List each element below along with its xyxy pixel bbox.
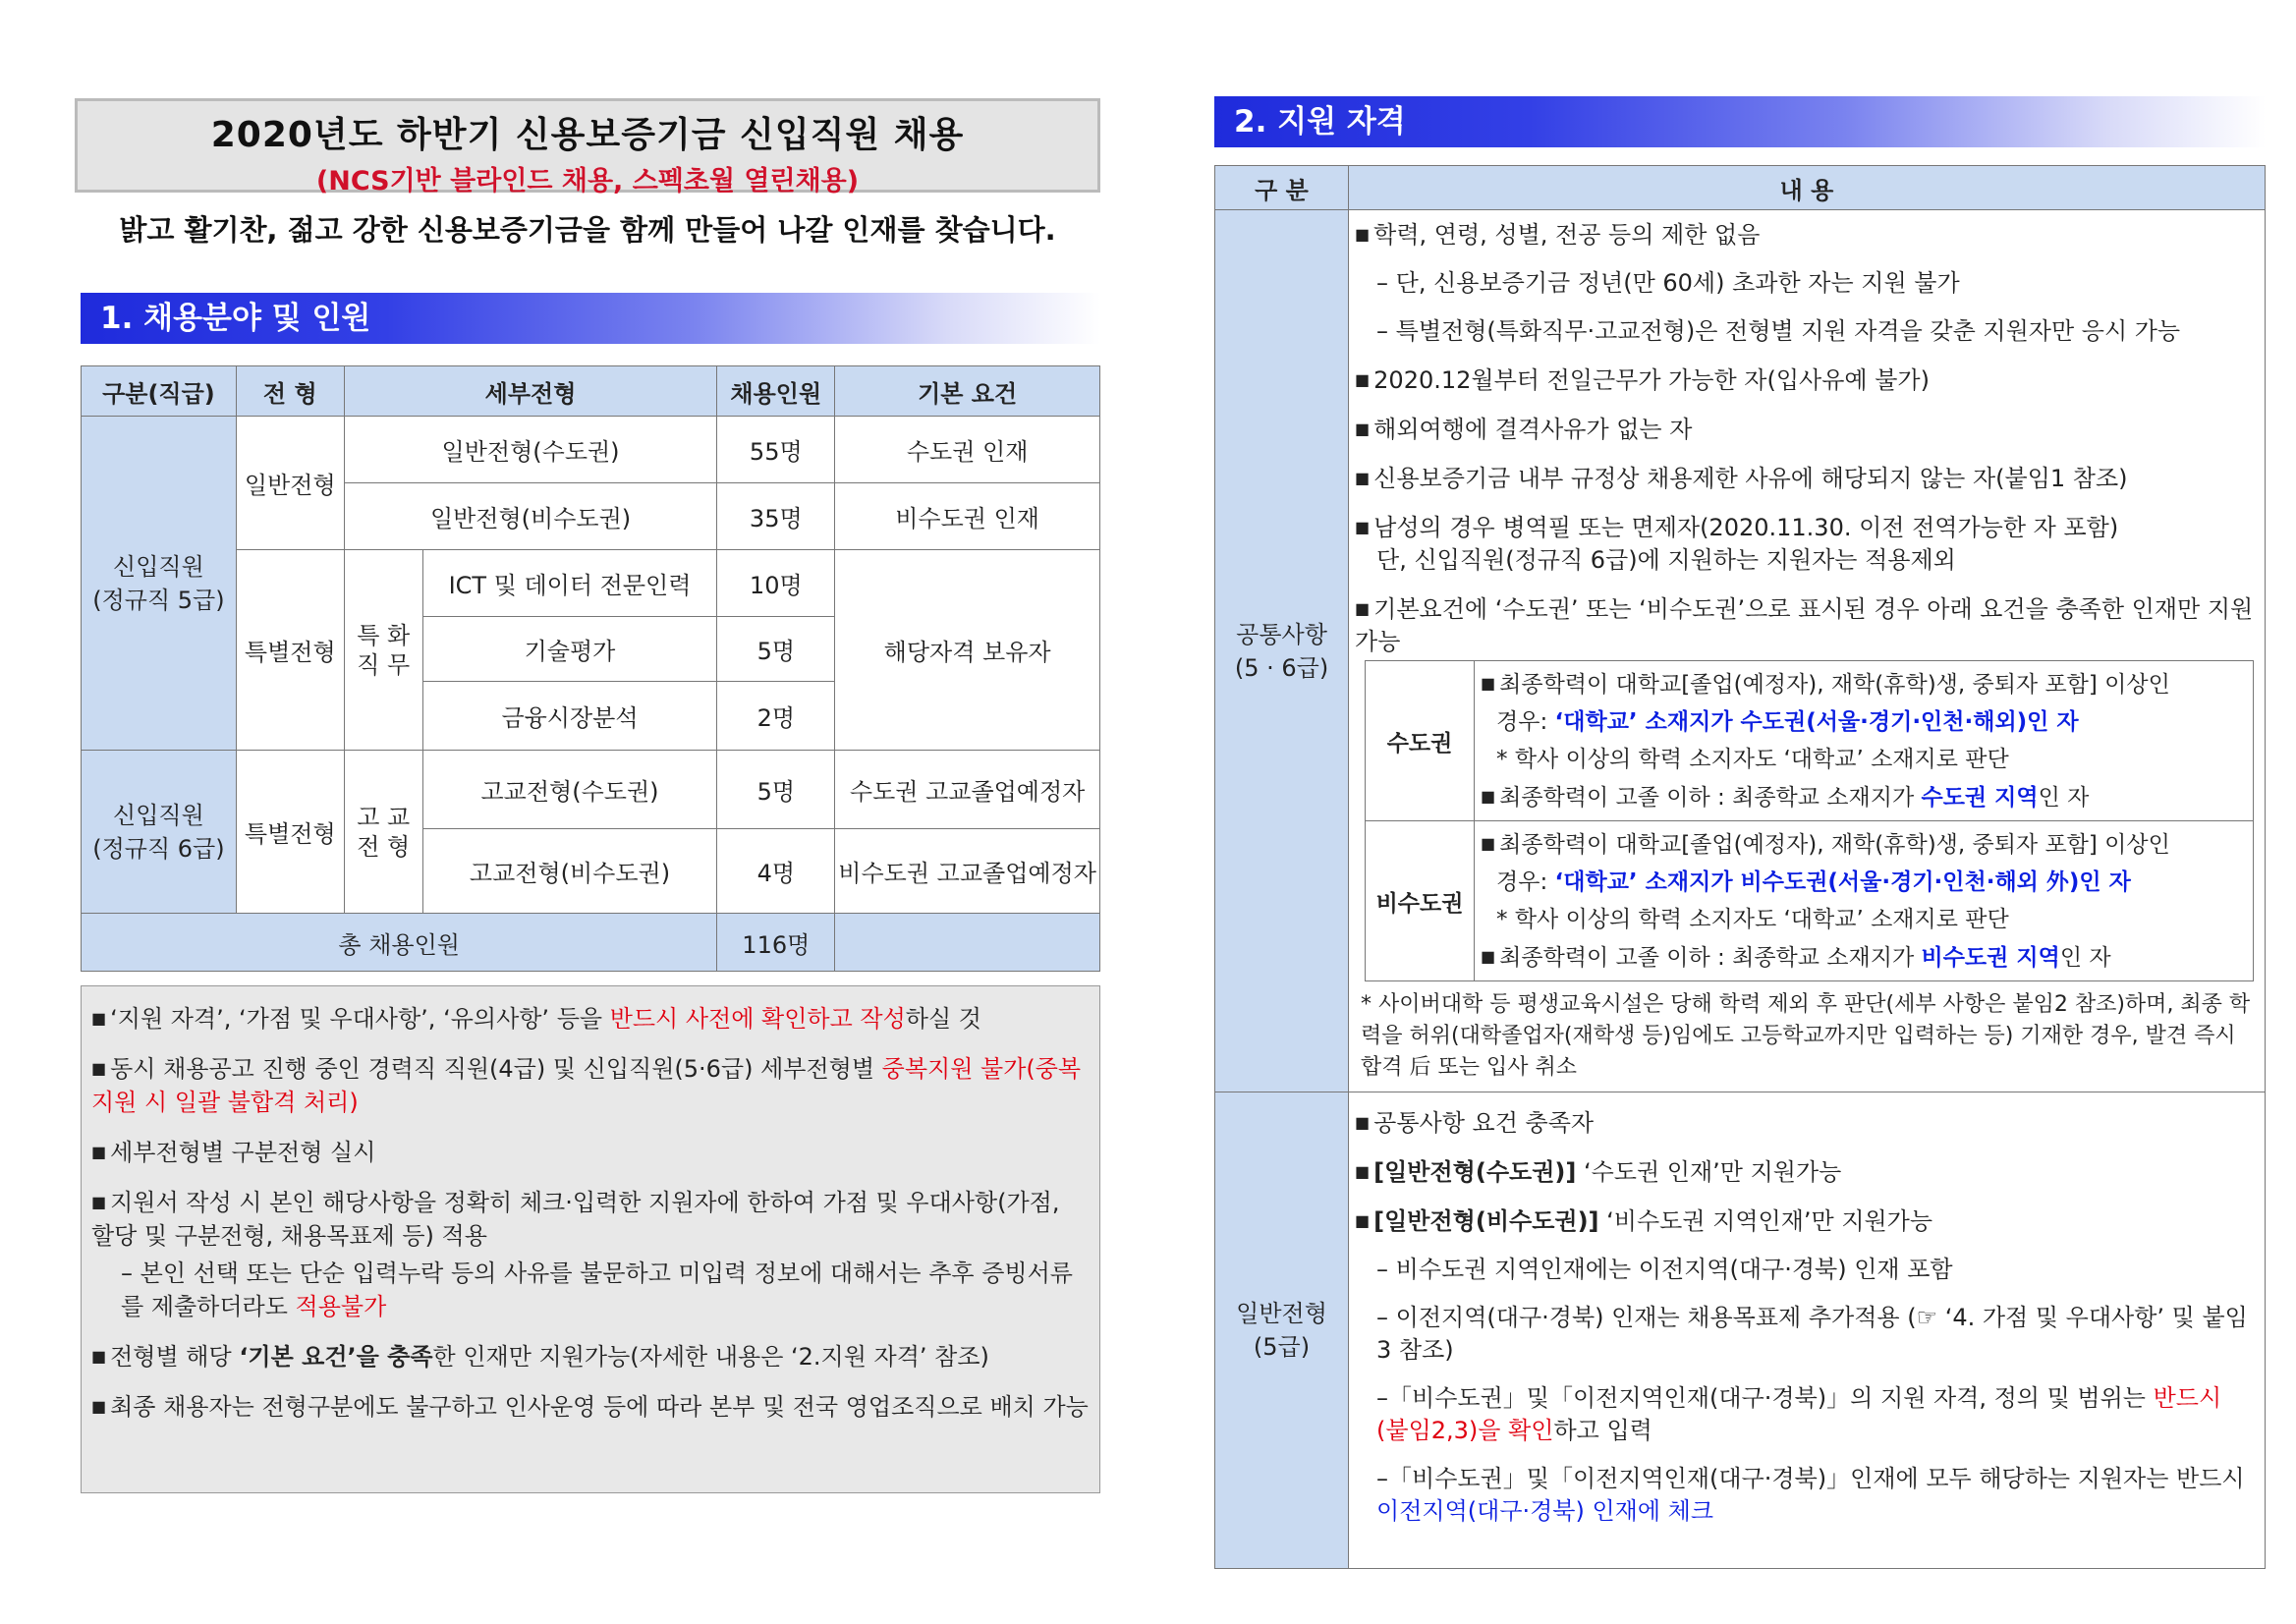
req-subitem: 단, 신입직원(정규직 6급)에 지원하는 지원자는 적용제외 <box>1376 546 1956 574</box>
note-item: ■ 세부전형별 구분전형 실시 <box>91 1139 376 1166</box>
note-item: ■ 지원서 작성 시 본인 해당사항을 정확히 체크·입력한 지원자에 한하여 가점 및 우대사항(가점, 할당 및 구분전형, 채용목표제 등) 적용 <box>91 1189 1060 1250</box>
square-bullet-icon: ■ <box>91 1059 107 1078</box>
req-item: ■ 학력, 연령, 성별, 전공 등의 제한 없음 <box>1355 221 1761 249</box>
page-title: 2020년도 하반기 신용보증기금 신입직원 채용 <box>210 115 965 155</box>
square-bullet-icon: ■ <box>1481 947 1496 966</box>
req-item: ■ [일반전형(수도권)] ‘수도권 인재’만 지원가능 <box>1355 1158 1842 1186</box>
square-bullet-icon: ■ <box>91 1193 107 1211</box>
req-cell: 수도권 고교졸업예정자 <box>835 751 1100 829</box>
count-cell: 10명 <box>717 550 835 617</box>
total-count: 116명 <box>717 914 835 972</box>
req-item: ■ 기본요건에 ‘수도권’ 또는 ‘비수도권’으로 표시된 경우 아래 요건을 충족한 인재만 지원가능 <box>1355 595 2254 655</box>
tukhwa-cell: 특 화 직 무 <box>344 550 422 751</box>
slogan: 밝고 활기찬, 젊고 강한 신용보증기금을 함께 만들어 나갈 인재를 찾습니다. <box>119 213 1056 247</box>
capital-content: ■ 최종학력이 대학교[졸업(예정자), 재학(휴학)생, 중퇴자 포함] 이상인 경우: ‘대학교’ 소재지가 수도권(서울·경기·인천·해외)인 자 * 학사 이상의 학력 소지자도 ‘대학교’ 소재지로 판단 ■ 최종학력이 고졸 이하 : 최종학교 소재지가 수도권 지역인 자 <box>1475 661 2254 821</box>
req-subitem: –「비수도권」및「이전지역인재(대구·경북)」인재에 모두 해당하는 지원자는 반드시 이전지역(대구·경북) 인재에 체크 <box>1376 1465 2245 1525</box>
recruitment-table <box>81 365 1100 972</box>
req-subitem: – 이전지역(대구·경북) 인재는 채용목표제 추가적용 (☞ ‘4. 가점 및 우대사항’ 및 붙임3 참조) <box>1376 1304 2248 1364</box>
detail-cell: 일반전형(수도권) <box>344 417 717 483</box>
section1-heading: 1. 채용분야 및 인원 <box>81 293 1100 344</box>
col-header: 내 용 <box>1349 166 2266 210</box>
req-item: ■ [일반전형(비수도권)] ‘비수도권 지역인재’만 지원가능 <box>1355 1207 1933 1235</box>
title-box <box>75 98 1100 196</box>
col-header: 기본 요건 <box>835 366 1100 417</box>
region-table <box>1365 660 2254 981</box>
count-cell: 55명 <box>717 417 835 483</box>
grade6-cell: 신입직원 (정규직 6급) <box>82 751 237 914</box>
eligibility-table <box>1214 165 2266 1569</box>
col-header: 구분(직급) <box>82 366 237 417</box>
req-cell: 해당자격 보유자 <box>835 550 1100 751</box>
noncapital-content: ■ 최종학력이 대학교[졸업(예정자), 재학(휴학)생, 중퇴자 포함] 이상인 경우: ‘대학교’ 소재지가 비수도권(서울·경기·인천·해외 外)인 자 * 학사 이상의 학력 소지자도 ‘대학교’ 소재지로 판단 ■ 최종학력이 고졸 이하 : 최종학교 소재지가 비수도권 지역인 자 <box>1475 821 2254 981</box>
req-subitem: – 단, 신용보증기금 정년(만 60세) 초과한 자는 지원 불가 <box>1376 269 1960 297</box>
count-cell: 4명 <box>717 829 835 914</box>
detail-cell: ICT 및 데이터 전문인력 <box>422 550 717 617</box>
footnote: * 사이버대학 등 평생교육시설은 당해 학력 제외 후 판단(세부 사항은 붙임2 참조)하며, 최종 학력을 허위(대학졸업자(재학생 등)임에도 고등학교까지만 입력하는 등) 기재한 경우, 발견 즉시 합격 后 또는 입사 취소 <box>1361 992 2251 1080</box>
count-cell: 2명 <box>717 682 835 751</box>
req-subitem: – 특별전형(특화직무·고교전형)은 전형별 지원 자격을 갖춘 지원자만 응시 가능 <box>1376 317 2181 345</box>
total-empty <box>835 914 1100 972</box>
req-cell: 수도권 인재 <box>835 417 1100 483</box>
count-cell: 5명 <box>717 617 835 682</box>
count-cell: 35명 <box>717 483 835 550</box>
req-item: ■ 남성의 경우 병역필 또는 면제자(2020.11.30. 이전 전역가능한 자 포함) <box>1355 514 2119 541</box>
note-item: ■ 전형별 해당 ‘기본 요건’을 충족한 인재만 지원가능(자세한 내용은 ‘2.지원 자격’ 참조) <box>91 1343 989 1371</box>
note-item: ■ 동시 채용공고 진행 중인 경력직 직원(4급) 및 신입직원(5·6급) 세부전형별 중복지원 불가(중복지원 시 일괄 불합격 처리) <box>91 1055 1082 1116</box>
special-type-cell: 특별전형 <box>236 550 344 751</box>
capital-label: 수도권 <box>1366 661 1475 821</box>
square-bullet-icon: ■ <box>1481 787 1496 806</box>
common-content <box>1349 210 2266 1092</box>
gogyo-cell: 고 교 전 형 <box>344 751 422 914</box>
req-item: ■ 해외여행에 결격사유가 없는 자 <box>1355 416 1693 443</box>
detail-cell: 고교전형(비수도권) <box>422 829 717 914</box>
noncapital-label: 비수도권 <box>1366 821 1475 981</box>
grade5-cell: 신입직원 (정규직 5급) <box>82 417 237 751</box>
col-header: 채용인원 <box>717 366 835 417</box>
notes-box <box>81 985 1100 1493</box>
square-bullet-icon: ■ <box>1355 518 1371 536</box>
special-type-cell: 특별전형 <box>236 751 344 914</box>
req-subitem: – 비수도권 지역인재에는 이전지역(대구·경북) 인재 포함 <box>1376 1256 1953 1283</box>
square-bullet-icon: ■ <box>1355 599 1371 618</box>
general-content <box>1349 1092 2266 1569</box>
square-bullet-icon: ■ <box>1355 1162 1371 1181</box>
square-bullet-icon: ■ <box>1481 834 1496 853</box>
square-bullet-icon: ■ <box>1355 225 1371 244</box>
note-item: ■ 최종 채용자는 전형구분에도 불구하고 인사운영 등에 따라 본부 및 전국 영업조직으로 배치 가능 <box>91 1393 1089 1421</box>
detail-cell: 일반전형(비수도권) <box>344 483 717 550</box>
square-bullet-icon: ■ <box>1355 469 1371 487</box>
req-item: ■ 2020.12월부터 전일근무가 가능한 자(입사유예 불가) <box>1355 366 1930 394</box>
req-item: ■ 신용보증기금 내부 규정상 채용제한 사유에 해당되지 않는 자(붙임1 참조) <box>1355 465 2128 492</box>
page-subtitle: (NCS기반 블라인드 채용, 스펙초월 열린채용) <box>315 166 860 196</box>
note-subitem: – 본인 선택 또는 단순 입력누락 등의 사유를 불문하고 미입력 정보에 대해서는 추후 증빙서류를 제출하더라도 적용불가 <box>121 1260 1073 1320</box>
col-header: 구 분 <box>1215 166 1349 210</box>
square-bullet-icon: ■ <box>1481 674 1496 693</box>
req-cell: 비수도권 인재 <box>835 483 1100 550</box>
square-bullet-icon: ■ <box>1355 1211 1371 1230</box>
section2-heading: 2. 지원 자격 <box>1214 96 2266 147</box>
req-subitem: –「비수도권」및「이전지역인재(대구·경북)」의 지원 자격, 정의 및 범위는 반드시 (붙임2,3)을 확인하고 입력 <box>1376 1384 2222 1444</box>
note-item: ■ ‘지원 자격’, ‘가점 및 우대사항’, ‘유의사항’ 등을 반드시 사전에 확인하고 작성하실 것 <box>91 1005 981 1033</box>
square-bullet-icon: ■ <box>91 1009 107 1028</box>
square-bullet-icon: ■ <box>91 1143 107 1161</box>
col-header: 전 형 <box>236 366 344 417</box>
count-cell: 5명 <box>717 751 835 829</box>
square-bullet-icon: ■ <box>91 1347 107 1366</box>
req-item: ■ 공통사항 요건 충족자 <box>1355 1109 1595 1137</box>
detail-cell: 금융시장분석 <box>422 682 717 751</box>
square-bullet-icon: ■ <box>1355 370 1371 389</box>
general-category: 일반전형 (5급) <box>1215 1092 1349 1569</box>
square-bullet-icon: ■ <box>1355 420 1371 438</box>
col-header: 세부전형 <box>344 366 717 417</box>
square-bullet-icon: ■ <box>1355 1113 1371 1132</box>
square-bullet-icon: ■ <box>91 1397 107 1416</box>
general-type-cell: 일반전형 <box>236 417 344 550</box>
detail-cell: 기술평가 <box>422 617 717 682</box>
req-cell: 비수도권 고교졸업예정자 <box>835 829 1100 914</box>
detail-cell: 고교전형(수도권) <box>422 751 717 829</box>
total-label: 총 채용인원 <box>82 914 717 972</box>
common-category: 공통사항 (5 · 6급) <box>1215 210 1349 1092</box>
